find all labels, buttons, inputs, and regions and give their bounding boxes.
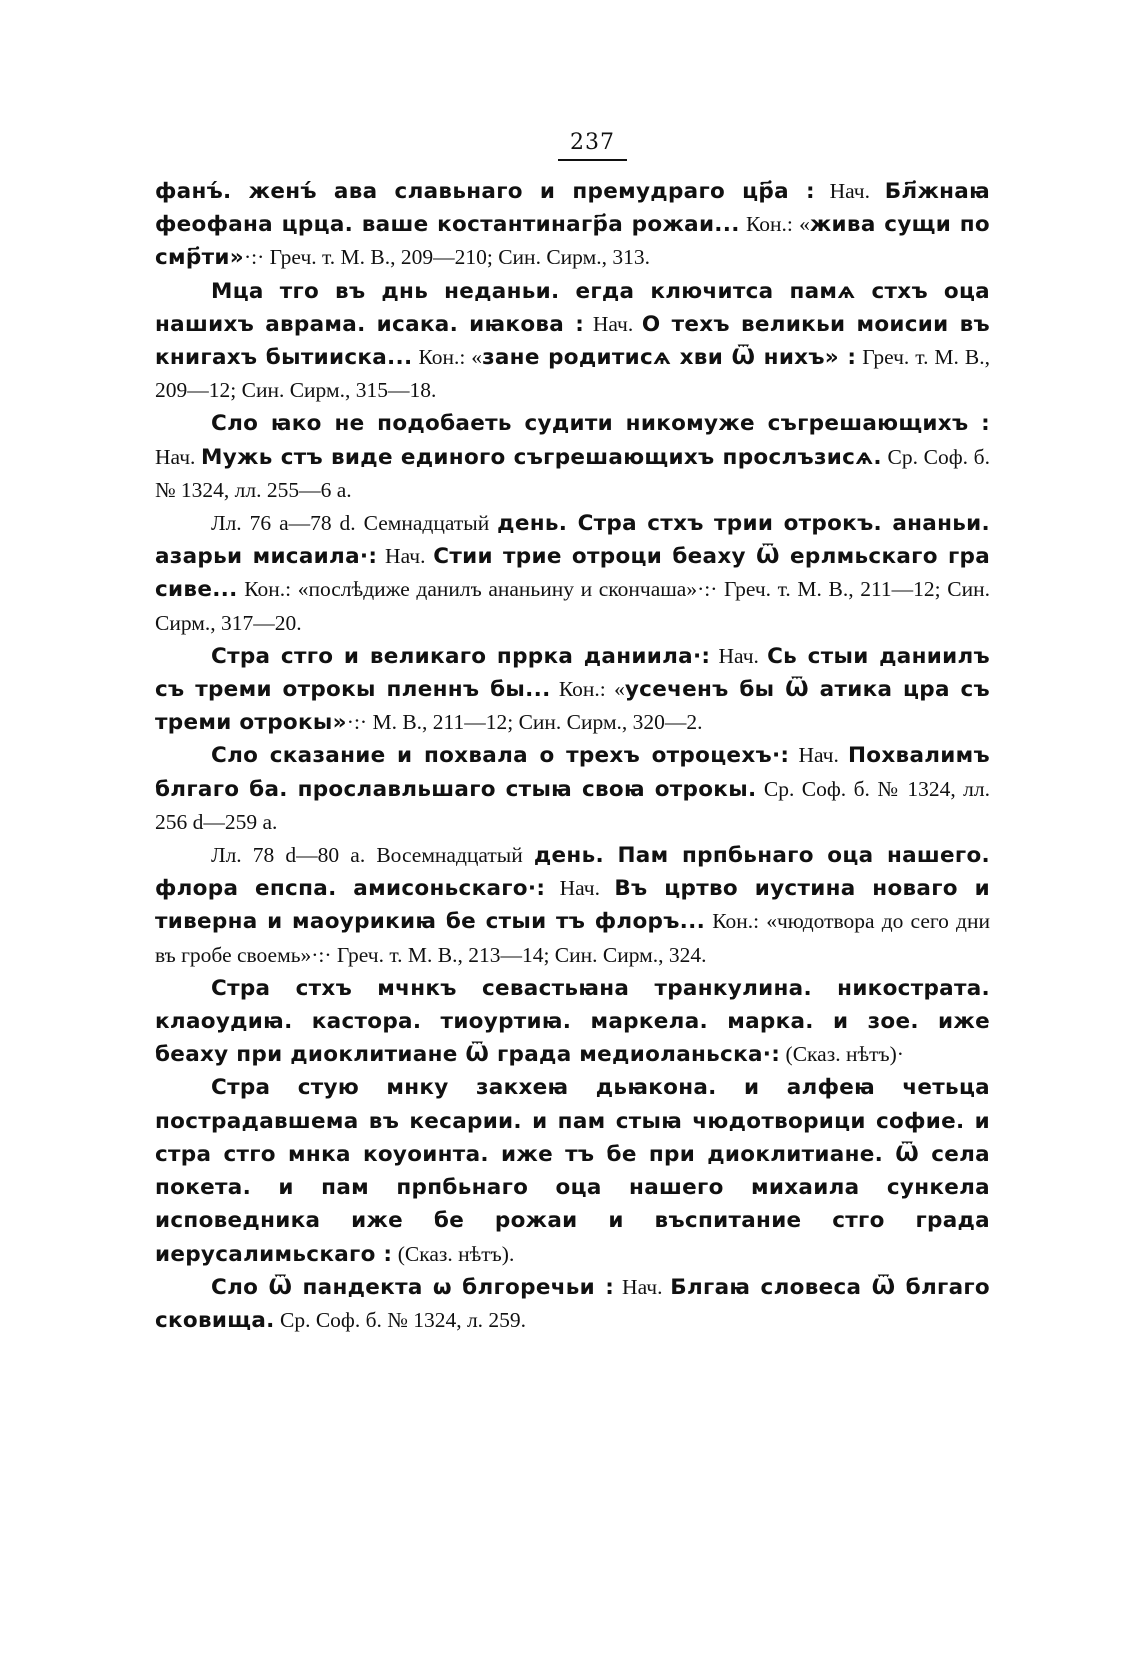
entry (155, 1271, 990, 1337)
russian-text: Лл. 78 d—80 а. Восемнадцатый (211, 843, 534, 868)
russian-text: Кон.: «чюдотвора до сего дни въ гробе своемь»·:· Греч. т. М. В., 213—14; Син. Сирм., 324. (155, 909, 990, 967)
slavonic-text: О техъ великьи моисии въ книгахъ бытииска... (155, 311, 990, 371)
slavonic-text: Сло ꙗко не подобаеть судити никомуже съгрешающихъ : (211, 411, 990, 437)
slavonic-text: Мца тго въ днь неданьи. егда ключитса памѧ стхъ оца нашихъ аврама. исака. иꙗкова : (155, 278, 990, 337)
russian-text: Греч. т. М. В., 209—12; Син. Сирм., 315—18. (155, 345, 990, 403)
russian-text: Нач. (584, 311, 642, 336)
slavonic-text: Мужь стъ виде единого съгрешающихъ прослъзисѧ. (201, 444, 882, 470)
russian-text: Кон.: « (412, 345, 483, 370)
entry-continuation (155, 175, 990, 275)
slavonic-text: Стра стхъ мчнкъ севастьꙗна транкулина. никострата. клаоудиꙗ. кастора. тиоуртиꙗ. маркела. марка. и зое. иже беаху при диоклитиане Ѿ града медиоланьска·: (155, 975, 990, 1068)
slavonic-text: Сло сказание и похвала о трехъ отроцехъ·: (211, 743, 790, 769)
russian-text: Кон.: «послѣдиже данилъ ананьину и скончаша»·:· Греч. т. М. В., 211—12; Син. Сирм., 317—20. (155, 577, 990, 635)
russian-text: Кон.: « (550, 677, 625, 702)
slavonic-text: день. Пам прпбьнаго оца нашего. флора епспа. амисоньскаго·: (155, 843, 990, 902)
page-body (155, 130, 990, 1337)
slavonic-text: Стра стго и великаго пррка даниила·: (211, 643, 711, 669)
russian-text: Нач. (789, 743, 848, 768)
russian-text: ·:· М. В., 211—12; Син. Сирм., 320—2. (346, 710, 703, 735)
entry (155, 640, 990, 740)
entry (155, 407, 990, 507)
slavonic-text: день. Стра стхъ трии отрокъ. ананьи. азарьи мисаила·: (155, 511, 990, 570)
entry (155, 1071, 990, 1270)
page-header (195, 130, 990, 161)
entry (155, 972, 990, 1072)
russian-text: Кон.: « (739, 212, 810, 237)
russian-text: Нач. (814, 179, 885, 203)
slavonic-text: Сло Ѿ пандекта ѡ блгоречьи : (211, 1274, 615, 1300)
russian-text: Нач. (710, 643, 768, 668)
slavonic-text: Похвалимъ блгаго ба. прославльшаго стыꙗ своꙗ отрокы. (155, 743, 990, 802)
russian-text: Ср. Соф. б. № 1324, л. 259. (274, 1307, 527, 1332)
russian-text: Ср. Соф. б. № 1324, лл. 256 d—259 а. (155, 776, 990, 834)
slavonic-text: фанъ́. женъ́ ава славьнаго и премудраго цр҃а : (155, 179, 815, 204)
entry-day-heading (155, 839, 990, 972)
slavonic-text: усеченъ бы Ѿ атика цра съ треми отрокы» (155, 677, 991, 736)
russian-text: Нач. (614, 1274, 671, 1299)
entry-day-heading (155, 507, 990, 640)
russian-text: (Сказ. нѣтъ)· (780, 1042, 904, 1067)
russian-text: Ср. Соф. б. № 1324, лл. 255—6 а. (155, 444, 990, 502)
slavonic-text: Блгаꙗ словеса Ѿ блгаго сковища. (155, 1274, 990, 1333)
russian-text: Нач. (377, 544, 434, 569)
russian-text: Нач. (155, 444, 202, 469)
slavonic-text: Стии трие отроци беаху Ѿ ерлмьскаго гра сиве... (155, 544, 990, 603)
slavonic-text: Сь стыи даниилъ съ треми отрокы пленнъ бы... (155, 643, 991, 703)
russian-text: Нач. (545, 876, 615, 901)
page-number: 237 (558, 130, 627, 161)
russian-text: (Сказ. нѣтъ). (392, 1241, 515, 1266)
slavonic-text: зане родитисѧ хви Ѿ нихъ» : (482, 345, 857, 371)
russian-text: ·:· Греч. т. М. В., 209—210; Син. Сирм., 313. (243, 245, 650, 270)
entry (155, 739, 990, 839)
russian-text: Лл. 76 а—78 d. Семнадцатый (211, 511, 498, 536)
entry (155, 275, 990, 408)
slavonic-text: Въ цртво иустина новаго и тиверна и маоурикиꙗ бе стыи тъ флоръ... (155, 876, 990, 935)
slavonic-text: Бл҃жнаꙗ феофана црца. ваше костантинагр҃а рожаи... (155, 179, 991, 238)
slavonic-text: Стра стую мнку закхеꙗ дьꙗкона. и алфеꙗ четьца пострадавшема въ кесарии. и пам стыꙗ чюдотворици софие. и стра стго мнка коуоинта. иже тъ бе при диоклитиане. Ѿ села покета. и пам прпбьнаго оца нашего михаила сункела исповедника иже бе рожаи и въспитание стго града иерусалимьскаго : (155, 1075, 990, 1267)
slavonic-text: жива сущи по смр҃ти» (155, 212, 990, 271)
